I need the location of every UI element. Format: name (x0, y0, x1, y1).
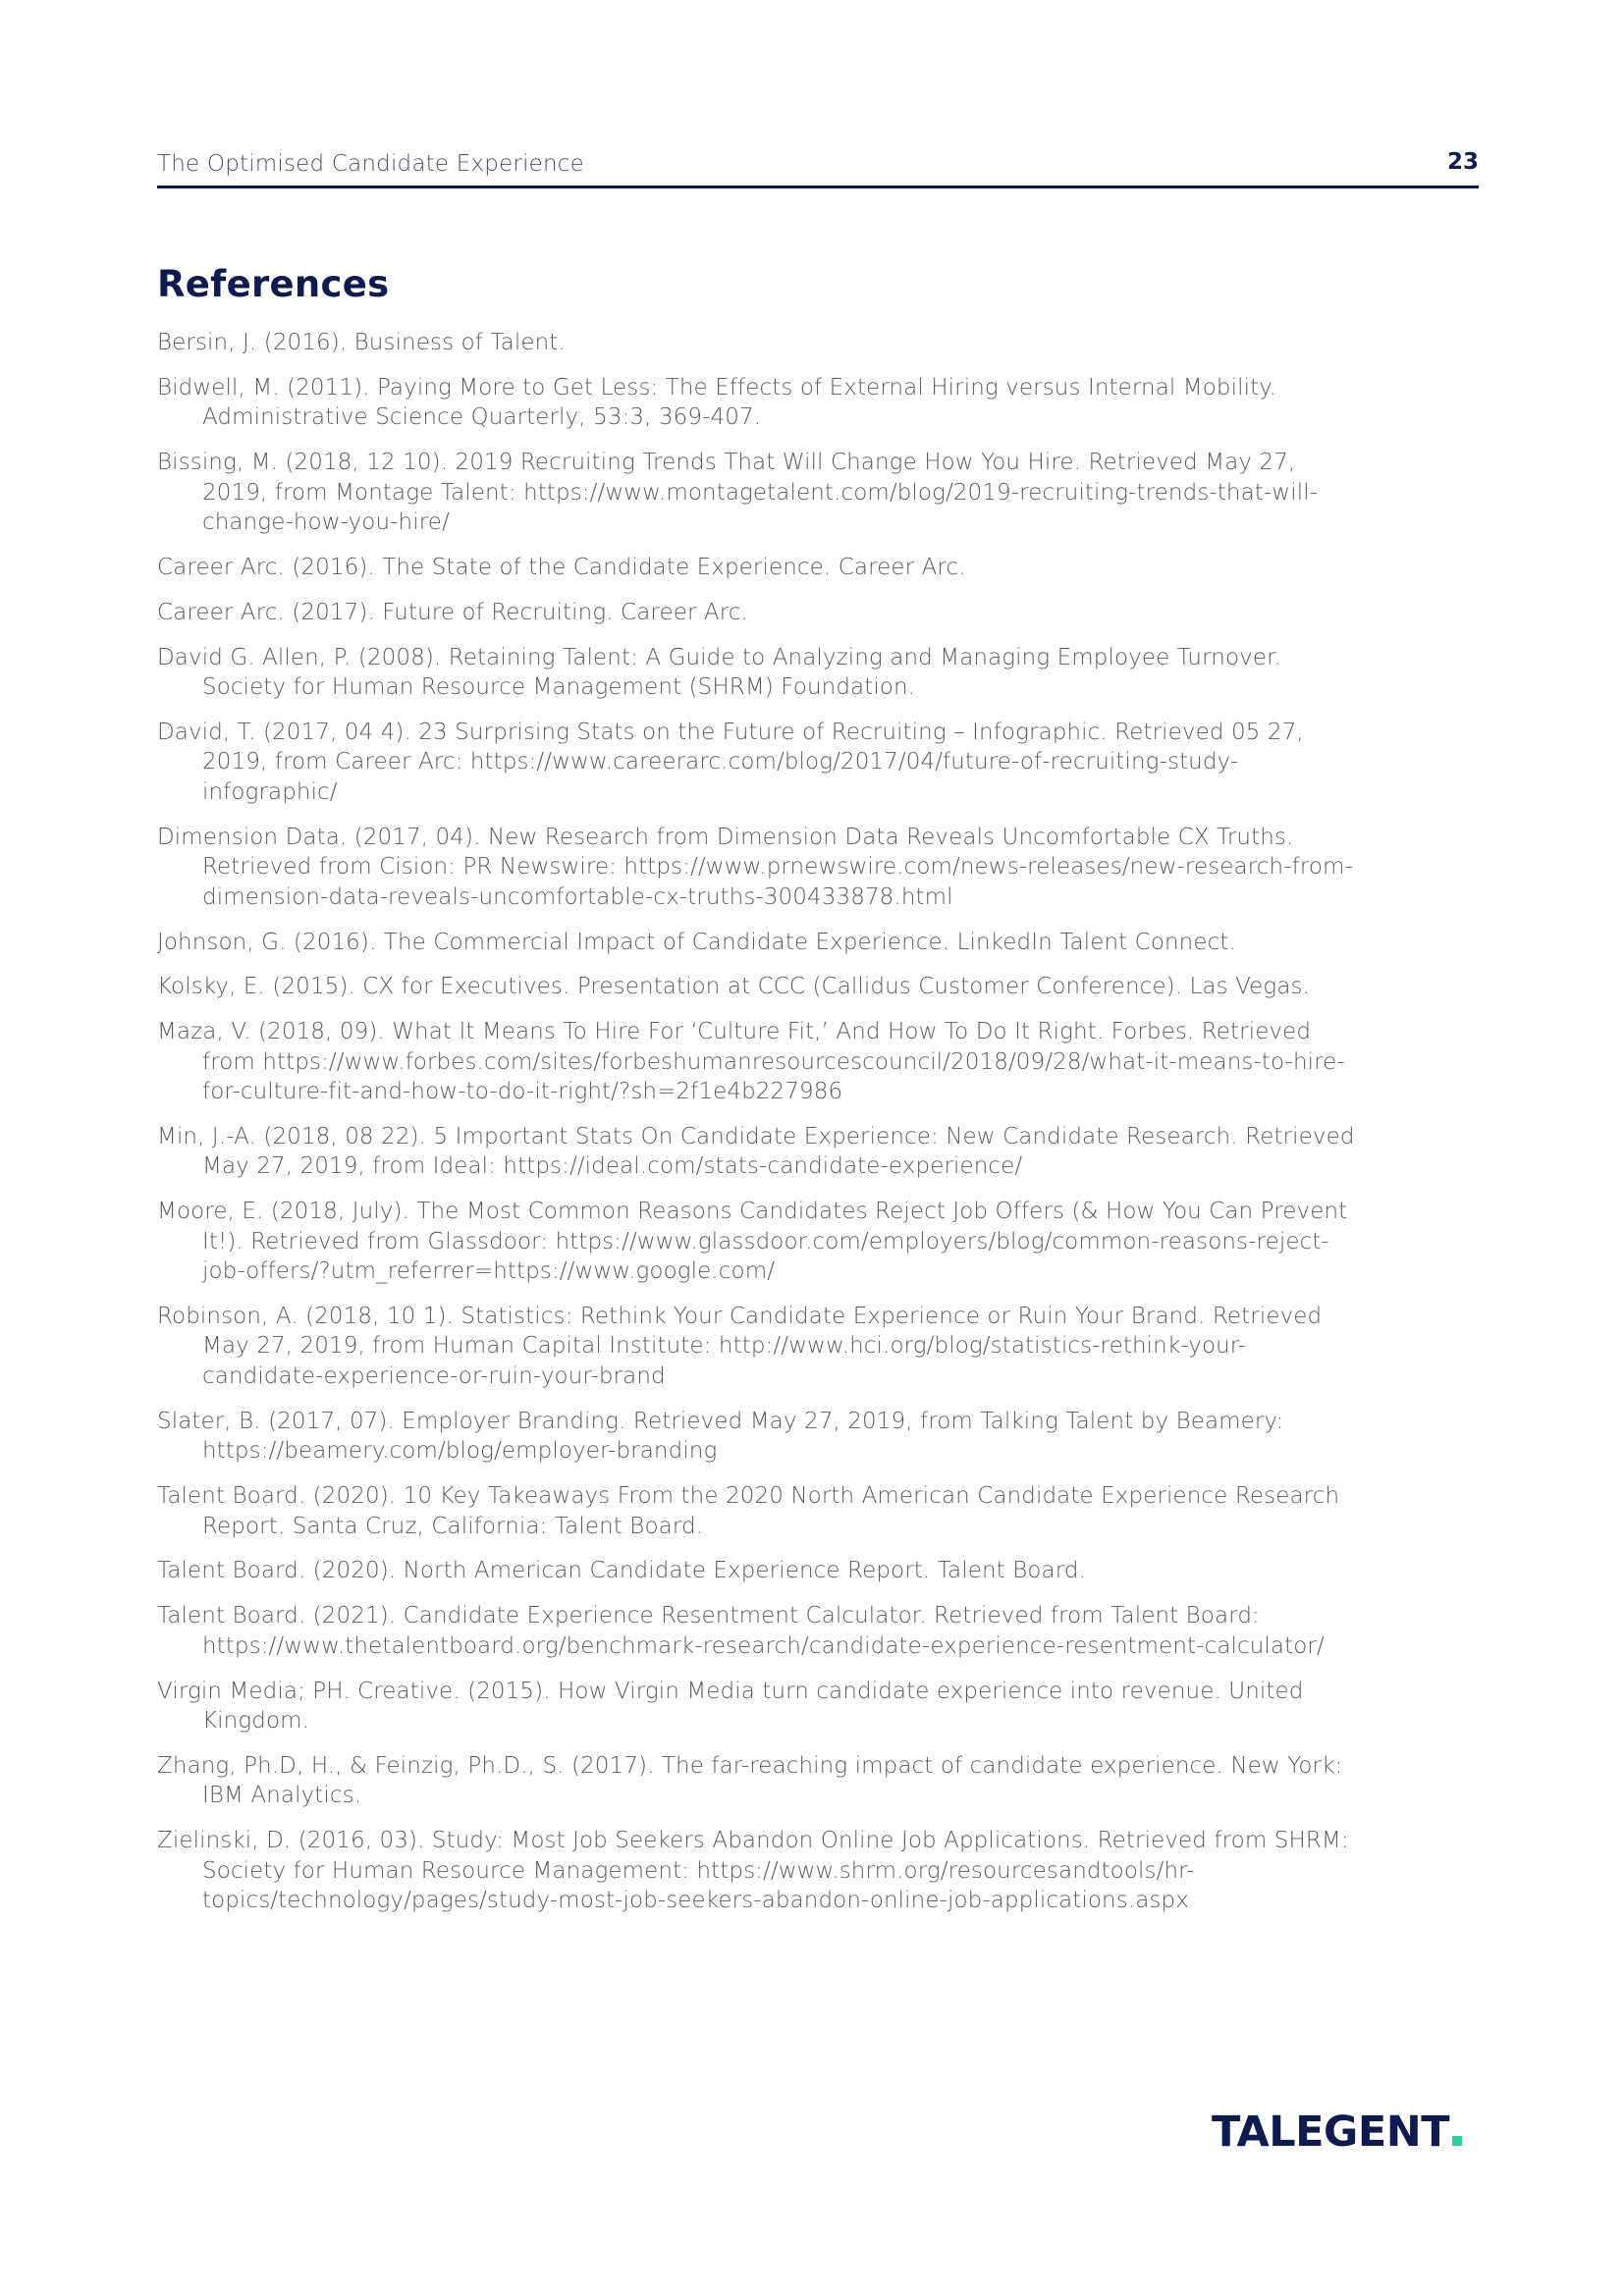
document-title: The Optimised Candidate Experience (157, 151, 584, 177)
reference-item: Bersin, J. (2016). Business of Talent. (157, 330, 566, 355)
reference-item: Virgin Media; PH. Creative. (2015). How Virgin Media turn candidate experience into revenue. United Kingdom. (157, 1678, 1304, 1735)
reference-item: Bissing, M. (2018, 12 10). 2019 Recruiting Trends That Will Change How You Hire. Retrieved May 27, 2019, from Montage Talent: https://www.montagetalent.com/blog/2019-recruiting-trends-that-will-change-how-you-hire/ (157, 450, 1319, 536)
reference-item: David G. Allen, P. (2008). Retaining Talent: A Guide to Analyzing and Managing Employee Turnover. Society for Human Resource Management (SHRM) Foundation. (157, 644, 1281, 701)
reference-item: Bidwell, M. (2011). Paying More to Get Less: The Effects of External Hiring versus Internal Mobility. Administrative Science Quarterly, 53:3, 369-407. (157, 374, 1277, 431)
references-heading: References (157, 263, 390, 305)
reference-item: Career Arc. (2016). The State of the Candidate Experience. Career Arc. (157, 554, 966, 580)
reference-item: David, T. (2017, 04 4). 23 Surprising Stats on the Future of Recruiting – Infographic. Retrieved 05 27, 2019, from Career Arc: https://www.careerarc.com/blog/2017/04/future-of-recruiting-study-infographic/ (157, 720, 1304, 805)
logo-dot-icon (1452, 2136, 1462, 2146)
reference-item: Dimension Data. (2017, 04). New Research from Dimension Data Reveals Uncomfortable CX Truths. Retrieved from Cision: PR Newswire: https://www.prnewswire.com/news-releases/new-research-from-dimension-data-reveals-uncomfortable-cx-truths-300433878.html (157, 824, 1353, 910)
reference-item: Zhang, Ph.D, H., & Feinzig, Ph.D., S. (2017). The far-reaching impact of candidate experience. New York: IBM Analytics. (157, 1752, 1343, 1809)
logo-text: TALEGENT (1212, 2108, 1450, 2157)
reference-list (157, 328, 1355, 1931)
reference-item: Maza, V. (2018, 09). What It Means To Hire For ‘Culture Fit,’ And How To Do It Right. Forbes. Retrieved from https://www.forbes.com/sites/forbeshumanresourcescouncil/2018/09/28/what-it-means-to-hire-for-culture-fit-and-how-to-do-it-right/?sh=2f1e4b227986 (157, 1019, 1345, 1105)
reference-item: Robinson, A. (2018, 10 1). Statistics: Rethink Your Candidate Experience or Ruin Your Brand. Retrieved May 27, 2019, from Human Capital Institute: http://www.hci.org/blog/statistics-rethink-your-candidate-experience-or-ruin-your-brand (157, 1304, 1323, 1389)
reference-item: Zielinski, D. (2016, 03). Study: Most Job Seekers Abandon Online Job Applications. Retrieved from SHRM: Society for Human Resource Management: https://www.shrm.org/resourcesandtools/hr-topics/technology/pages/study-most-job-seekers-abandon-online-job-applications.aspx (157, 1828, 1349, 1914)
reference-item: Talent Board. (2021). Candidate Experience Resentment Calculator. Retrieved from Talent Board: https://www.thetalentboard.org/benchmark-research/candidate-experience-resentment-calculator/ (157, 1603, 1325, 1659)
reference-item: Kolsky, E. (2015). CX for Executives. Presentation at CCC (Callidus Customer Conference). Las Vegas. (157, 974, 1311, 1000)
reference-item: Talent Board. (2020). 10 Key Takeaways From the 2020 North American Candidate Experience Research Report. Santa Cruz, California: Talent Board. (157, 1483, 1340, 1539)
reference-item: Career Arc. (2017). Future of Recruiting. Career Arc. (157, 599, 748, 625)
page-header (157, 145, 1479, 188)
talegent-logo (1212, 2108, 1462, 2157)
reference-item: Slater, B. (2017, 07). Employer Branding. Retrieved May 27, 2019, from Talking Talent by Beamery: https://beamery.com/blog/employer-branding (157, 1408, 1284, 1465)
page-number: 23 (1446, 149, 1479, 175)
reference-item: Talent Board. (2020). North American Candidate Experience Report. Talent Board. (157, 1558, 1086, 1584)
reference-item: Johnson, G. (2016). The Commercial Impact of Candidate Experience. LinkedIn Talent Connect. (157, 929, 1236, 955)
reference-item: Min, J.-A. (2018, 08 22). 5 Important Stats On Candidate Experience: New Candidate Research. Retrieved May 27, 2019, from Ideal: https://ideal.com/stats-candidate-experience/ (157, 1124, 1355, 1180)
reference-item: Moore, E. (2018, July). The Most Common Reasons Candidates Reject Job Offers (& How You Can Prevent It!). Retrieved from Glassdoor: https://www.glassdoor.com/employers/blog/common-reasons-reject-job-offers/?utm_referrer=https://www.google.com/ (157, 1199, 1348, 1285)
